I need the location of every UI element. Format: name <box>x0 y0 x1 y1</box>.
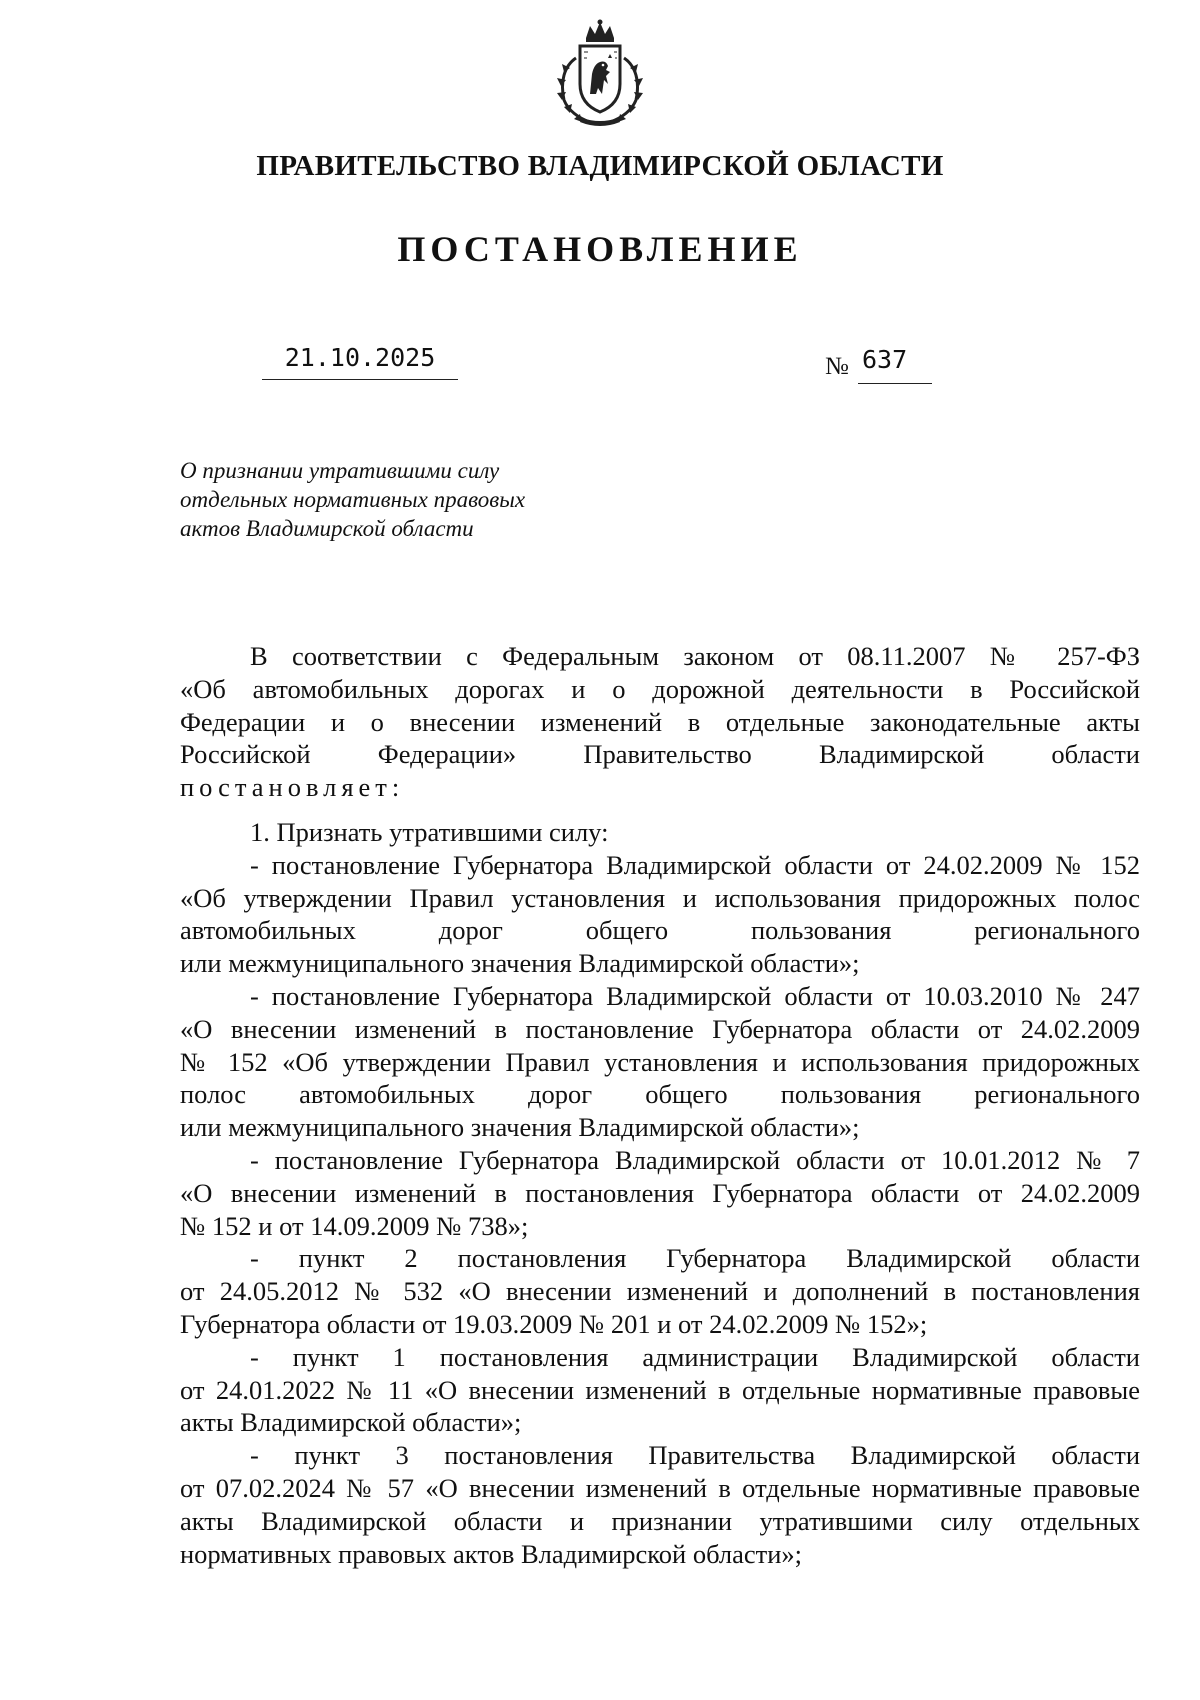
preamble-line: постановляет: <box>180 772 405 803</box>
clause-item-line: «Об утверждении Правил установления и использования придорожных полос <box>180 882 1140 913</box>
document-number: 637 <box>858 345 932 384</box>
clause-1 <box>180 816 1140 1570</box>
clause-item-line: от 07.02.2024 № 57 «О внесении изменений в отдельные нормативные правовые <box>180 1472 1140 1503</box>
clause-item-line: акты Владимирской области и признании утратившими силу отдельных <box>180 1505 1140 1536</box>
clause-item-line: - постановление Губернатора Владимирской области от 10.03.2010 № 247 <box>250 980 1140 1011</box>
clause-item-line: «О внесении изменений в постановление Губернатора области от 24.02.2009 <box>180 1013 1140 1044</box>
number-sign: № <box>825 353 849 380</box>
clause-item-line: или межмуниципального значения Владимирской области»; <box>180 948 860 979</box>
preamble <box>180 640 1140 804</box>
clause-item-line: нормативных правовых актов Владимирской области»; <box>180 1538 803 1569</box>
preamble-line: Федерации и о внесении изменений в отдельные законодательные акты <box>180 706 1140 737</box>
clause-item-line: или межмуниципального значения Владимирской области»; <box>180 1112 860 1143</box>
clause-item-line: от 24.05.2012 № 532 «О внесении изменений и дополнений в постановления <box>180 1276 1140 1307</box>
government-name-heading: ПРАВИТЕЛЬСТВО ВЛАДИМИРСКОЙ ОБЛАСТИ <box>256 150 944 182</box>
clause-item-line: полос автомобильных дорог общего пользования регионального <box>180 1079 1140 1110</box>
subject-line: отдельных нормативных правовых <box>180 487 526 512</box>
clause-item-line: «О внесении изменений в постановления Губернатора области от 24.02.2009 <box>180 1177 1140 1208</box>
document-body <box>180 640 1140 1570</box>
clause-heading: 1. Признать утратившими силу: <box>250 816 609 847</box>
clause-item-line: автомобильных дорог общего пользования регионального <box>180 915 1140 946</box>
document-subject <box>180 456 525 543</box>
clause-item-line: от 24.01.2022 № 11 «О внесении изменений в отдельные нормативные правовые <box>180 1374 1140 1405</box>
clause-item-line: - постановление Губернатора Владимирской области от 24.02.2009 № 152 <box>250 849 1140 880</box>
clause-item-line: - пункт 2 постановления Губернатора Владимирской области <box>250 1243 1140 1274</box>
preamble-line: «Об автомобильных дорогах и о дорожной деятельности в Российской <box>180 673 1140 704</box>
document-date: 21.10.2025 <box>262 343 458 380</box>
preamble-line: В соответствии с Федеральным законом от 08.11.2007 № 257-ФЗ <box>250 641 1140 671</box>
subject-line: актов Владимирской области <box>180 516 474 541</box>
vladimir-oblast-coat-of-arms-icon <box>540 18 660 130</box>
clause-item-line: - пункт 1 постановления администрации Владимирской области <box>250 1341 1140 1372</box>
clause-item-line: акты Владимирской области»; <box>180 1407 522 1438</box>
preamble-line: Российской Федерации» Правительство Владимирской области <box>180 739 1140 770</box>
clause-item-line: № 152 и от 14.09.2009 № 738»; <box>180 1210 529 1241</box>
document-type-heading: ПОСТАНОВЛЕНИЕ <box>397 229 803 269</box>
clause-item-line: - постановление Губернатора Владимирской области от 10.01.2012 № 7 <box>250 1144 1140 1175</box>
clause-item-line: Губернатора области от 19.03.2009 № 201 и от 24.02.2009 № 152»; <box>180 1308 928 1339</box>
clause-item-line: - пункт 3 постановления Правительства Владимирской области <box>250 1440 1140 1471</box>
subject-line: О признании утратившими силу <box>180 458 500 483</box>
clause-item-line: № 152 «Об утверждении Правил установления и использования придорожных <box>180 1046 1140 1077</box>
